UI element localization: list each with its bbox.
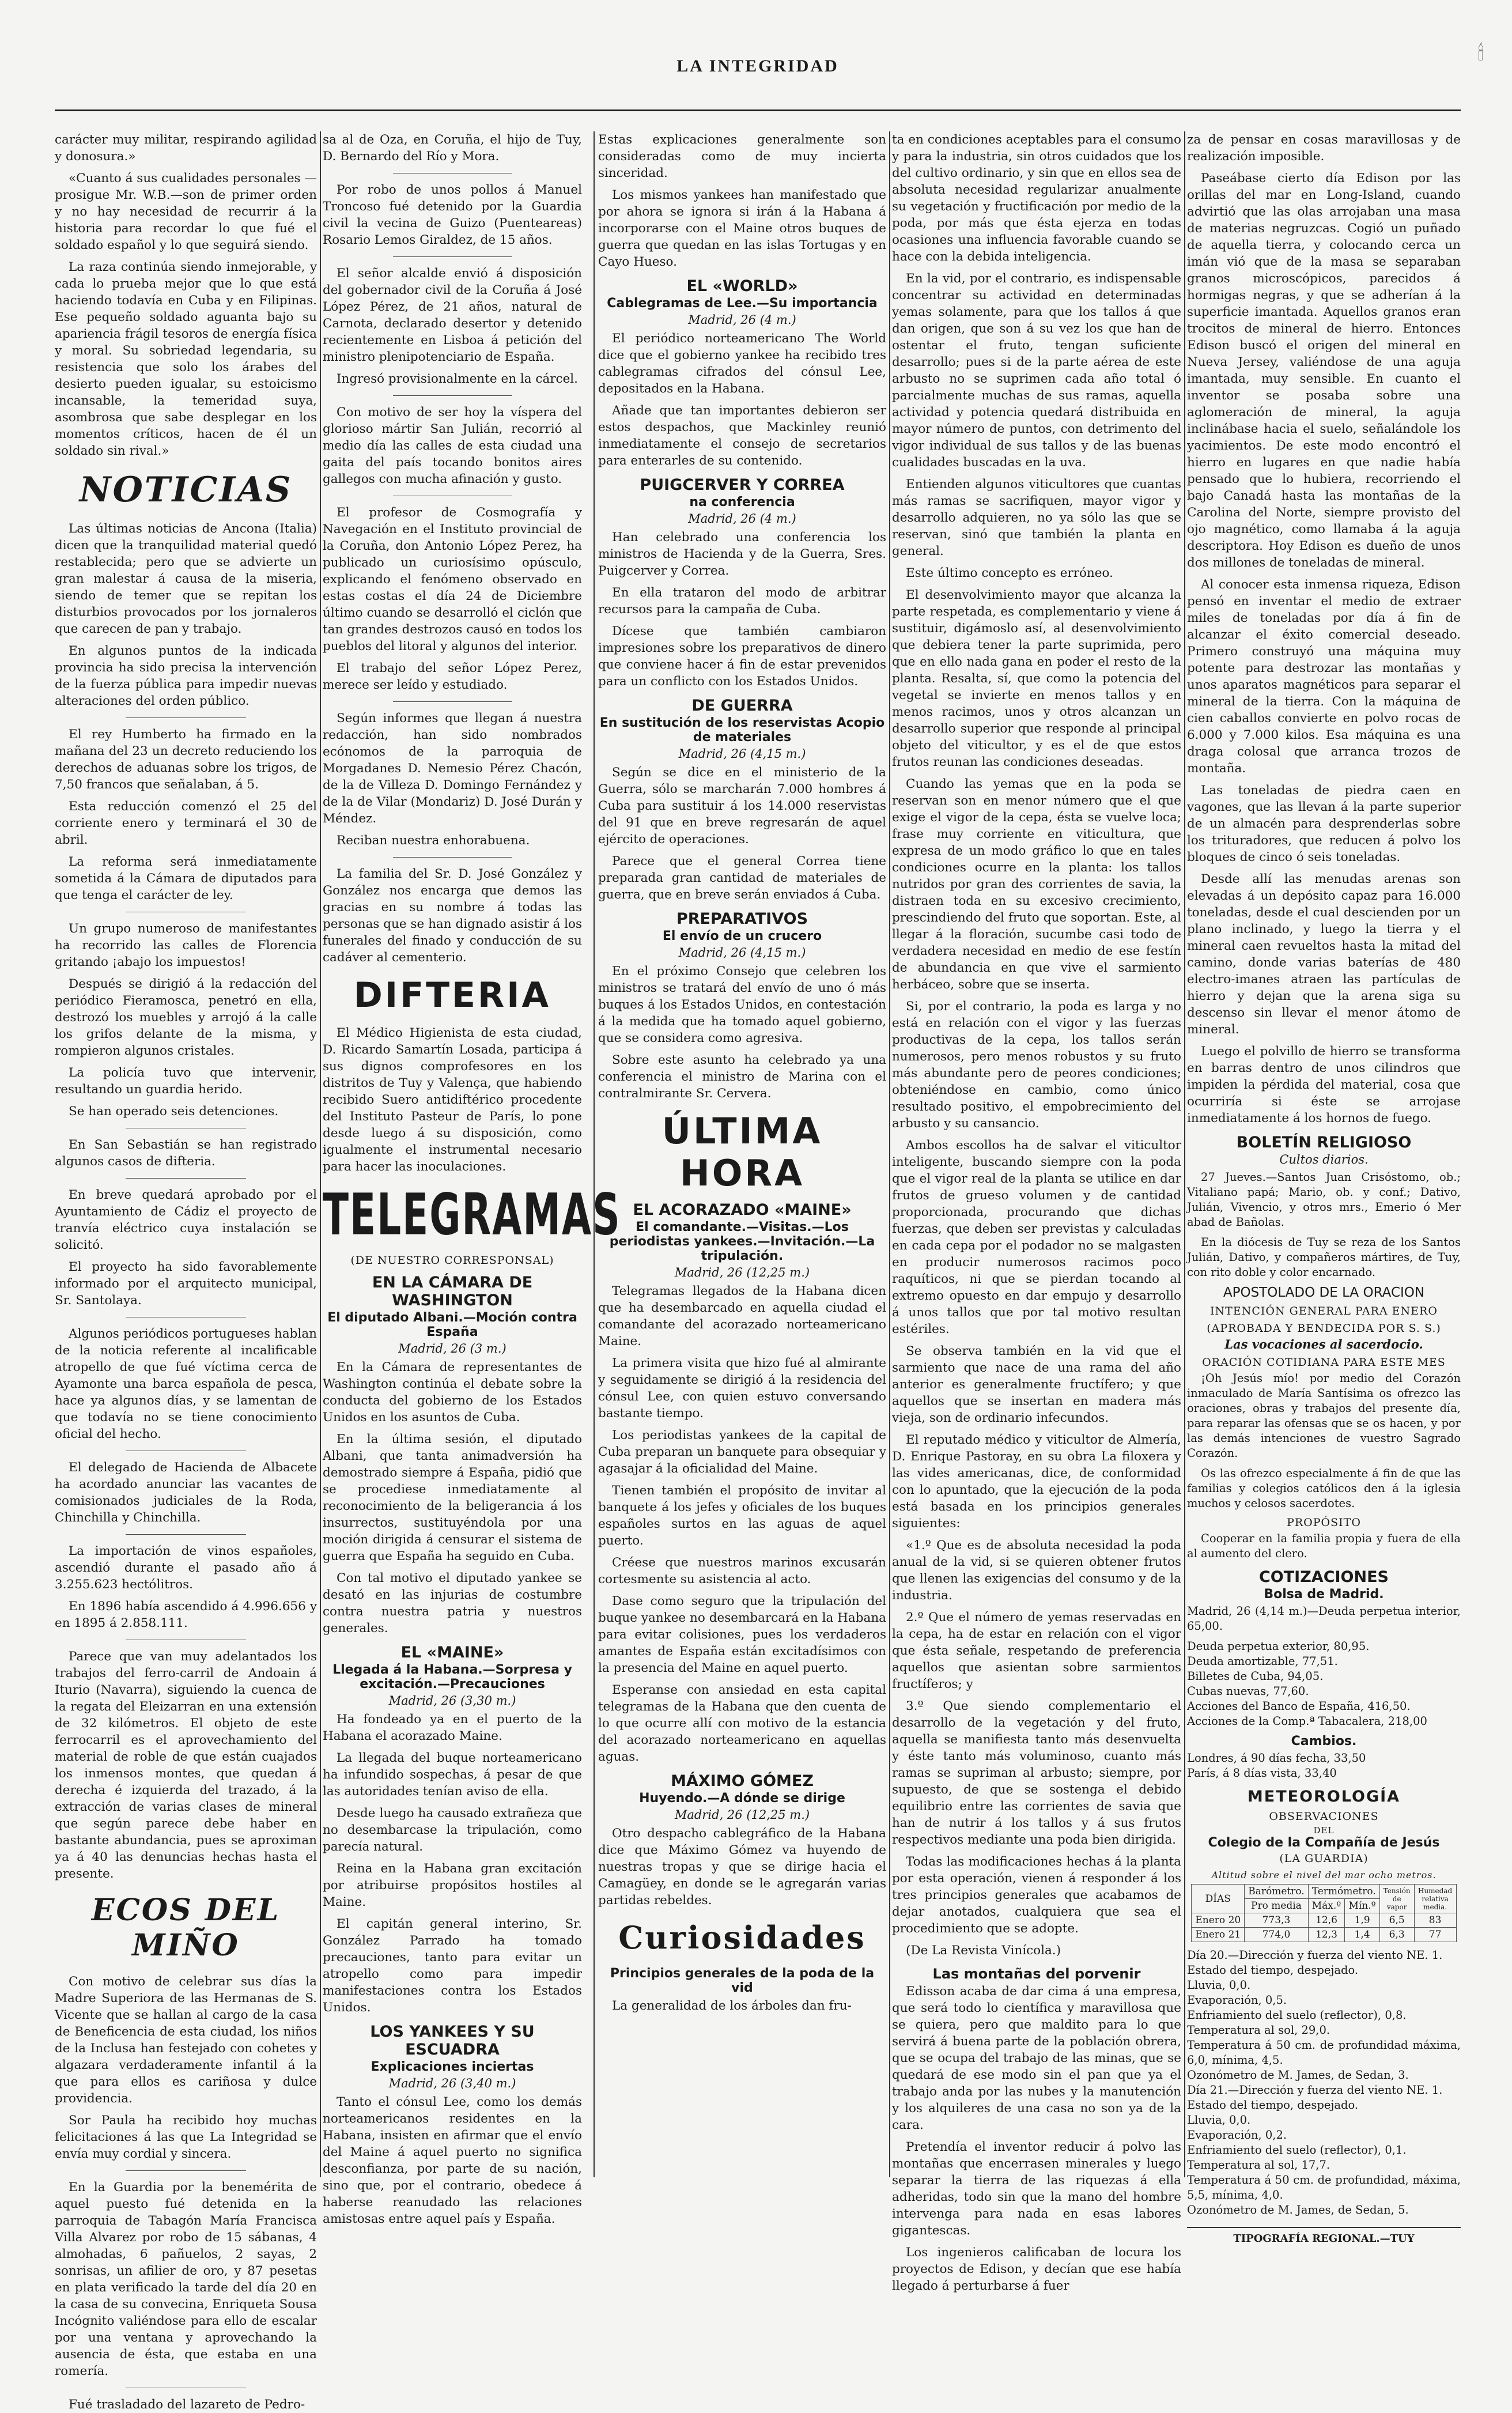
column-5 xyxy=(1187,131,1461,2245)
news-item: El delegado de Hacienda de Albacete ha acordado anunciar las vacantes de comisionados judiciales de la Roda, Chinchilla y Chinchilla. xyxy=(55,1460,317,1525)
news-item: En breve quedará aprobado por el Ayuntamiento de Cádiz el proyecto de tranvía eléctrico cuya instalación se solicitó. xyxy=(55,1188,317,1252)
article-paragraph: Los ingenieros calificaban de locura los proyectos de Edison, y decían que ese había llegado á perturbarse á fuer xyxy=(892,2245,1181,2293)
news-item: El capitán general interino, Sr. González Parrado ha tomado precauciones, tanto para evitar un atropello como para impedir manifestaciones contra los Estados Unidos. xyxy=(323,1917,582,2015)
newspaper-title: LA INTEGRIDAD xyxy=(676,56,839,75)
subheadline: Huyendo.—A dónde se dirige xyxy=(639,1791,845,1806)
weather-line: Ozonómetro de M. James, de Sedan, 3. xyxy=(1187,2068,1409,2082)
article-paragraph: Pretendía el inventor reducir á polvo las montañas que encerrasen minerales y luego separar la tierra de las riquezas á ella adheridas, todo sin que la mano del hombre intervenga para nada en esas labores gigantescas. xyxy=(892,2140,1181,2238)
article-paragraph: Entienden algunos viticultores que cuantas más ramas se sacrifiquen, mayor vigor y desarrollo adquieren, no ya sólo las que se reservan, sinó que también la planta en general. xyxy=(892,477,1181,558)
news-item: Parece que el general Correa tiene preparada gran cantidad de materiales de guerra, que en breve serán enviados á Cuba. xyxy=(598,854,886,902)
weather-line: Temperatura al sol, 29,0. xyxy=(1187,2023,1330,2037)
news-item: Después se dirigió á la redacción del periódico Fieramosca, penetró en ella, destrozó los muebles y arrojó á la calle los grifos delante de la misma, y rompieron algunos cristales. xyxy=(55,977,317,1058)
news-item: En la Cámara de representantes de Washington continúa el debate sobre la conducta del gobierno de los Estados Unidos en los asuntos de Cuba. xyxy=(323,1360,582,1425)
news-item: Según se dice en el ministerio de la Guerra, sólo se marcharán 7.000 hombres á Cuba para sustituir á los 14.000 reservistas del 91 que en breve regresarán de aquel ejército de operaciones. xyxy=(598,765,886,847)
column-3 xyxy=(598,131,886,2177)
table-cell: 83 xyxy=(1414,1913,1456,1928)
column-divider xyxy=(320,131,321,2177)
quote-line: Madrid, 26 (4,14 m.)—Deuda perpetua interior, 65,00. xyxy=(1187,1604,1461,1633)
news-item: El proyecto ha sido favorablemente informado por el arquitecto municipal, Sr. Santolaya. xyxy=(55,1260,317,1308)
news-item: El profesor de Cosmografía y Navegación en el Instituto provincial de la Coruña, don Antonio López Perez, ha publicado un curiosísimo opúsculo, explicando el fenómeno observado en estas costas el día 24 de Diciembre último cuando se desarrolló el ciclón que tan grandes destrozos causó en todos los pueblos del litoral y algunos del interior. xyxy=(323,505,582,654)
news-item: Añade que tan importantes debieron ser estos despachos, que Mackinley reunió inmediatamente el consejo de secretarios para enterarles de su contenido. xyxy=(598,403,886,468)
table-cell: 6,3 xyxy=(1379,1928,1414,1942)
news-item: Sor Paula ha recibido hoy muchas felicitaciones á las que La Integridad se envía muy cordial y sincera. xyxy=(55,2113,317,2161)
table-cell: 12,6 xyxy=(1308,1913,1345,1928)
news-item: En la Guardia por la benemérita de aquel puesto fué detenida en la parroquia de Tabagón María Francisca Villa Alvarez por robo de 15 sábanas, 4 almohadas, 6 pañuelos, 2 sayas, 2 sonrisas, un afilier de oro, y 87 pesetas en plata verificado la tarde del día 20 en la casa de su convecina, Enriqueta Sousa Incógnito valiéndose para ello de escalar por una ventana y aprovechando la ausencia de ésta, que estaba en una romería. xyxy=(55,2180,317,2378)
divider xyxy=(126,2170,246,2171)
headline: LOS YANKEES Y SU ESCUADRA xyxy=(370,2023,535,2059)
subheadline: El comandante.—Visitas.—Los periodistas yankees.—Invitación.—La tripulación. xyxy=(609,1220,875,1263)
exchange-line: París, á 8 días vista, 33,40 xyxy=(1187,1766,1337,1780)
news-item: El Médico Higienista de esta ciudad, D. Ricardo Samartín Losada, participa á sus dignos comprofesores en los distritos de Tuy y Valença, que habiendo recibido Suero antidiftérico procedente del Instituto Pasteur de París, lo pone desde luego á su disposición, como igualmente el instrumental necesario para hacer las inoculaciones. xyxy=(323,1026,582,1174)
subheadline: En sustitución de los reservistas Acopio de materiales xyxy=(599,716,885,745)
quote-line: Cubas nuevas, 77,60. xyxy=(1187,1685,1309,1698)
printer-imprint: TIPOGRAFÍA REGIONAL.—TUY xyxy=(1187,2227,1461,2245)
article-paragraph: En la vid, por el contrario, es indispensable concentrar su actividad en determinadas yemas solamente, para que los tallos á que dan origen, que son á su vez los que han de ostentar el fruto, tengan suficiente desarrollo; pues si de la parte aérea de este arbusto no se suprimen cada año total ó parcialmente muchas de sus ramas, aquella actividad y potencia quedará distribuida en mayor número de puntos, con detrimento del vigor individual de sus tallos y de las buenas cualidades buscadas en la uva. xyxy=(892,271,1181,470)
weather-line: Enfriamiento del suelo (reflector), 0,8. xyxy=(1187,2008,1407,2022)
subheadline: El diputado Albani.—Moción contra España xyxy=(327,1311,577,1339)
article-paragraph: Al conocer esta inmensa riqueza, Edison pensó en inventar el medio de extraer miles de toneladas por día á fin de alcanzar el éxito comercial deseado. Primero construyó una máquina muy potente para destrozar las montañas y unos aparatos magnéticos para separar el mineral de la tierra. Con la máquina de cien caballos convierte en polvo rocas de 6.000 y 7.000 kilos. Esa máquina es una draga colosal que arranca trozos de montaña. xyxy=(1187,577,1461,776)
table-cell: 12,3 xyxy=(1308,1928,1345,1942)
news-item: En algunos puntos de la indicada provincia ha sido precisa la intervención de la fuerza pública para impedir nuevas alteraciones del orden público. xyxy=(55,644,317,708)
news-item: Con tal motivo el diputado yankee se desató en las injurias de costumbre contra nuestra patria y nuestros generales. xyxy=(323,1571,582,1636)
headline: MÁXIMO GÓMEZ xyxy=(671,1772,814,1790)
article-paragraph: «1.º Que es de absoluta necesidad la poda anual de la vid, si se quieren obtener frutos que llenen las exigencias del consumo y de la industria. xyxy=(892,1538,1181,1603)
divider xyxy=(393,701,512,702)
weather-line: Lluvia, 0,0. xyxy=(1187,1978,1251,1992)
article-paragraph: carácter muy militar, respirando agilidad y donosura.» xyxy=(55,133,317,164)
quote-line: Billetes de Cuba, 94,05. xyxy=(1187,1670,1324,1683)
weather-table xyxy=(1191,1884,1456,1942)
subheadline: INTENCIÓN GENERAL PARA ENERO xyxy=(1210,1305,1438,1317)
candle-icon: 🕯 xyxy=(1477,41,1484,65)
weather-line: Temperatura al sol, 17,7. xyxy=(1187,2158,1330,2172)
table-header: Pro media xyxy=(1245,1899,1308,1913)
weather-line: Temperatura á 50 cm. de profundidad máxima, 6,0, mínima, 4,5. xyxy=(1187,2038,1461,2067)
headline: PUIGCERVER Y CORREA xyxy=(640,476,845,494)
column-1 xyxy=(55,131,317,2412)
news-item: En San Sebastián se han registrado algunos casos de difteria. xyxy=(55,1138,317,1169)
news-item: Algunos periódicos portugueses hablan de la noticia referente al incalificable atropello de que fué víctima cerca de Ayamonte una barca española de pesca, hace ya algunos días, y se lamentan de que todavía no se tiene conocimiento oficial del hecho. xyxy=(55,1327,317,1441)
table-cell: Enero 21 xyxy=(1192,1928,1245,1942)
article-paragraph: Paseábase cierto día Edison por las orillas del mar en Long-Island, cuando advirtió que las olas arrojaban una masa de materias negruzcas. Cogió un puñado de aquella tierra, y colocando cerca un imán vió que de la masa se separaban granos microscópicos, parecidos á hormigas negras, y que se adherían á la superficie imantada. Aquellos granos eran trocitos de mineral de hierro. Entonces Edison buscó el origen del mineral en Nueva Jersey, valiéndose de una aguja imantada, muy sensible. En cuanto el inventor se posaba sobre una aglomeración de mineral, la aguja inclinábase hacia el suelo, señalándole los yacimientos. De este modo encontró el hierro en lugares en que nadie había pensado que lo hubiera, recorriendo el bajo Canadá hasta las montañas de la Carolina del Norte, siempre provisto del ojo magnético, como llamaba á la aguja descriptora. Hoy Edison es dueño de unos dos millones de toneladas de mineral. xyxy=(1187,171,1461,570)
dateline: Madrid, 26 (4 m.) xyxy=(688,512,796,526)
article-paragraph: Ambos escollos ha de salvar el viticultor inteligente, buscando siempre con la poda que el vigor real de la planta se utilice en dar frutos de grueso volumen y de cantidad proporcionada, procurando que dichas fuerzas, que deben ser previstas y calculadas en cada cepa por el podador no se malgasten en producir numerosos racimos poco raquíticos, ni que se pierdan tocando al extremo opuesto en dar empujo y desarrollo á unos tallos que por tal motivo resultan estériles. xyxy=(892,1138,1181,1336)
news-item: La familia del Sr. D. José González y González nos encarga que demos las gracias en su nombre á todas las personas que se han dignado asistir á los funerales del finado y conducción de su cadáver al cementerio. xyxy=(323,867,582,965)
divider xyxy=(126,1534,246,1535)
news-item: La policía tuvo que intervenir, resultando un guardia herido. xyxy=(55,1066,317,1097)
news-item: Fué trasladado del lazareto de Pedro- xyxy=(69,2397,305,2412)
table-cell: 77 xyxy=(1414,1928,1456,1942)
headline: PREPARATIVOS xyxy=(676,910,808,928)
table-cell: 774,0 xyxy=(1245,1928,1308,1942)
weather-line: Ozonómetro de M. James, de Sedan, 5. xyxy=(1187,2203,1409,2216)
news-item: En ella trataron del modo de arbitrar recursos para la campaña de Cuba. xyxy=(598,586,886,617)
subheadline: DEL xyxy=(1313,1825,1335,1836)
table-cell: 773,3 xyxy=(1245,1913,1308,1928)
news-item: Un grupo numeroso de manifestantes ha recorrido las calles de Florencia gritando ¡abajo los impuestos! xyxy=(55,922,317,969)
section-title-boletin: BOLETÍN RELIGIOSO xyxy=(1236,1134,1412,1151)
news-item: Dase como seguro que la tripulación del buque yankee no desembarcará en la Habana para evitar colisiones, pues los verdaderos amantes de España están excitadísimos con la presencia del Maine en aquel puerto. xyxy=(598,1594,886,1675)
news-item: Los periodistas yankees de la capital de Cuba preparan un banquete para obsequiar y agasajar á la oficialidad del Maine. xyxy=(598,1428,886,1476)
weather-line: Temperatura á 50 cm. de profundidad, máxima, 5,5, mínima, 4,0. xyxy=(1187,2173,1461,2201)
table-row xyxy=(1192,1928,1456,1942)
exchange-line: Londres, á 90 días fecha, 33,50 xyxy=(1187,1751,1366,1765)
headline: EN LA CÁMARA DE WASHINGTON xyxy=(372,1274,533,1309)
column-4 xyxy=(892,131,1181,2293)
article-paragraph: Este último concepto es erróneo. xyxy=(906,566,1113,580)
quote-line: Deuda perpetua exterior, 80,95. xyxy=(1187,1640,1370,1653)
dateline: Madrid, 26 (4,15 m.) xyxy=(678,747,806,761)
weather-line: Enfriamiento del suelo (reflector), 0,1. xyxy=(1187,2143,1407,2157)
table-header: Mín.º xyxy=(1345,1899,1379,1913)
news-item: La llegada del buque norteamericano ha infundido sospechas, á pesar de que las autoridades tenían aviso de ella. xyxy=(323,1751,582,1799)
column-divider xyxy=(594,131,595,2177)
news-item: Parece que van muy adelantados los trabajos del ferro-carril de Andoain á Iturio (Navarra), siguiendo la cuenca de la regata del Eleizarran en una extensión de 32 kilómetros. El objeto de este ferrocarril es el aprovechamiento del material de roble de que están cuajados los inmensos montes, que quedan á derecha é izquierda del trazado, á la extracción de varias clases de mineral que según parece debe haber en bastante abundancia, pues se aproximan ya á 40 las denuncias hechas hasta el presente. xyxy=(55,1649,317,1881)
news-item: En la última sesión, el diputado Albani, que tanta animadversión ha demostrado siempre á España, pidió que se procediese inmediatamente al reconocimiento de la beligerancia á los insurrectos, sustituyéndola por una moción dirigida á censurar el sistema de guerra que España ha seguido en Cuba. xyxy=(323,1432,582,1564)
article-paragraph: La generalidad de los árboles dan fru- xyxy=(612,1999,852,2013)
dateline: Madrid, 26 (4 m.) xyxy=(688,313,796,327)
subheadline: Cablegramas de Lee.—Su importancia xyxy=(607,296,878,311)
subheadline: ORACIÓN COTIDIANA PARA ESTE MES xyxy=(1202,1356,1446,1369)
news-item: Los mismos yankees han manifestado que por ahora se ignora si irán á la Habana á incorporarse con el Maine otros buques de guerra que quedan en las islas Tortugas y en Cayo Hueso. xyxy=(598,188,886,269)
news-item: Desde luego ha causado extrañeza que no desembarcase la tripulación, como parecía natural. xyxy=(323,1806,582,1854)
weather-line: Estado del tiempo, despejado. xyxy=(1187,2098,1359,2112)
quote-line: Acciones del Banco de España, 416,50. xyxy=(1187,1700,1411,1713)
news-item: En 1896 había ascendido á 4.996.656 y en 1895 á 2.858.111. xyxy=(55,1599,317,1630)
news-item: Dícese que también cambiaron impresiones sobre los preparativos de dinero que conviene hacer á fin de estar prevenidos para un conflicto con los Estados Unidos. xyxy=(598,624,886,689)
headline: EL «WORLD» xyxy=(686,277,798,295)
prayer-text: ¡Oh Jesús mío! por medio del Corazón inmaculado de María Santísima os ofrezco las oraciones, obras y trabajos del presente día, para reparar las ofensas que se os hacen, y por las demás intenciones de vuestro Sagrado Corazón. xyxy=(1187,1372,1461,1460)
weather-line: Evaporación, 0,2. xyxy=(1187,2128,1287,2142)
article-paragraph: Edisson acaba de dar cima á una empresa, que será todo lo científica y maravillosa que se quiera, pero que maldito para lo que servirá á buena parte de la población obrera, que se ocupa del trabajo de las minas, que se quedará de ese modo sin el pan que ya el trabajo anda por las nubes y la manutención y los alquileres de una casa no son ya de la cara. xyxy=(892,1984,1181,2132)
subheadline: Altitud sobre el nivel del mar ocho metros. xyxy=(1211,1870,1437,1880)
article-paragraph: Se observa también en la vid que el sarmiento que nace de una rama del año anterior es generalmente fructífero; y que aquellos que se insertan en madera más vieja, son de ordinario infecundos. xyxy=(892,1344,1181,1425)
divider xyxy=(393,857,512,858)
weather-line: Estado del tiempo, despejado. xyxy=(1187,1963,1359,1977)
subheadline: PROPÓSITO xyxy=(1287,1516,1361,1529)
subheadline: (APROBADA Y BENDECIDA POR S. S.) xyxy=(1207,1322,1441,1335)
news-item: Ingresó provisionalmente en la cárcel. xyxy=(337,372,579,386)
weather-line: Evaporación, 0,5. xyxy=(1187,1993,1287,2007)
article-paragraph: Las toneladas de piedra caen en vagones, que las llevan á la parte superior de un almacén para desprenderlas sobre los trituradores, que reducen á polvo los bloques de cinco ó seis toneladas. xyxy=(1187,783,1461,864)
section-title-difteria: DIFTERIA xyxy=(354,975,551,1015)
news-item: El periódico norteamericano The World dice que el gobierno yankee ha recibido tres cablegramas cifrados del cónsul Lee, depositados en la Habana. xyxy=(598,331,886,396)
column-2 xyxy=(323,131,621,2226)
headline: EL «MAINE» xyxy=(400,1644,504,1661)
dateline: Madrid, 26 (3,30 m.) xyxy=(388,1694,516,1708)
subheadline: Explicaciones inciertas xyxy=(371,2060,534,2074)
quote-line: Deuda amortizable, 77,51. xyxy=(1187,1655,1338,1668)
article-paragraph: za de pensar en cosas maravillosas y de realización imposible. xyxy=(1187,133,1461,164)
saints-note: En la diócesis de Tuy se reza de los Santos Julián, Dativo, y compañeros mártires, de Tuy, con rito doble y color encarnado. xyxy=(1187,1236,1461,1279)
article-paragraph: 2.º Que el número de yemas reservadas en la cepa, ha de estar en relación con el vigor que ésta señale, respetando de preferencia aquellos que asientan sobre sarmientos fructíferos; y xyxy=(892,1610,1181,1691)
subheadline: na conferencia xyxy=(689,495,795,509)
news-item: Las últimas noticias de Ancona (Italia) dicen que la tranquilidad material quedó restablecida; pero que se advierte un gran malestar á causa de la miseria, siendo de temer que se repitan los disturbios provocados por los jornaleros que carecen de pan y trabajo. xyxy=(55,522,317,636)
article-paragraph: «Cuanto á sus cualidades personales —prosigue Mr. W.B.—son de primer orden y no hay necesidad de recurrir á la historia para recordar lo que fué el soldado español y lo que seguirá siendo. xyxy=(55,171,317,252)
table-cell: 1,4 xyxy=(1345,1928,1379,1942)
news-item: La reforma será inmediatamente sometida á la Cámara de diputados para que tenga el carácter de ley. xyxy=(55,855,317,902)
table-cell: 6,5 xyxy=(1379,1913,1414,1928)
headline: APOSTOLADO DE LA ORACION xyxy=(1223,1285,1425,1300)
subheadline: Cultos diarios. xyxy=(1279,1153,1369,1166)
dateline: Madrid, 26 (3 m.) xyxy=(398,1342,506,1355)
news-item: Con motivo de celebrar sus días la Madre Superiora de las Hermanas de S. Vicente que se hallan al cargo de la casa de Beneficencia de esta ciudad, los niños de la Inclusa han festejado con cohetes y algazara verdaderamente infantil á la que para ellos es cariñosa y dulce providencia. xyxy=(55,1974,317,2106)
subheadline: Principios generales de la poda de la vid xyxy=(610,1966,875,1995)
subheadline: OBSERVACIONES xyxy=(1269,1810,1379,1823)
column-divider xyxy=(1184,131,1185,2177)
news-item: Por robo de unos pollos á Manuel Troncoso fué detenido por la Guardia civil la vecina de Guizo (Puenteareas) Rosario Lemos Giraldez, de 15 años. xyxy=(323,183,582,247)
news-item: Telegramas llegados de la Habana dicen que ha desembarcado en aquella ciudad el comandante del acorazado norteamericano Maine. xyxy=(598,1284,886,1349)
page-header xyxy=(55,41,1484,114)
weather-line: Día 20.—Dirección y fuerza del viento NE. 1. xyxy=(1187,1948,1443,1962)
news-item: Esperanse con ansiedad en esta capital telegramas de la Habana que den cuenta de lo que ocurre allí con motivo de la estancia del acorazado norteamericano en aquellas aguas. xyxy=(598,1683,886,1764)
news-item: En el próximo Consejo que celebren los ministros se tratará del envío de uno ó más buques á los Estados Unidos, en contestación á la medida que ha tomado aquel gobierno, que se considera como agresiva. xyxy=(598,964,886,1045)
section-title-ecos: ECOS DEL MIÑO xyxy=(91,1893,281,1963)
section-title-meteorologia: METEOROLOGÍA xyxy=(1247,1788,1401,1806)
prayer-text: Cooperar en la familia propia y fuera de ella al aumento del clero. xyxy=(1187,1532,1461,1560)
article-paragraph: Si, por el contrario, la poda es larga y no está en relación con el vigor y las fuerzas productivas de la cepa, los tallos serán numerosos, pero menos robustos y su fruto más abundante pero de peores condiciones; obteniéndose en cambio, como único resultado positivo, el empobrecimiento del arbusto y su cansancio. xyxy=(892,999,1181,1131)
news-item: El señor alcalde envió á disposición del gobernador civil de la Coruña á José López Pérez, de 21 años, natural de Carnota, declarado desertor y detenido recientemente en Lisboa á petición del ministro plenipotenciario de España. xyxy=(323,266,582,364)
news-item: La primera visita que hizo fué al almirante y seguidamente se dirigió á la residencia del cónsul Lee, con quien estuvo conversando bastante tiempo. xyxy=(598,1356,886,1421)
section-title-noticias: NOTICIAS xyxy=(79,470,293,510)
news-item: Tanto el cónsul Lee, como los demás norteamericanos residentes en la Habana, insisten en afirmar que el envío del Maine á aquel puerto no significa desconfianza, por parte de su nación, sino que, por el contrario, obedece á haberse reanudado las relaciones amistosas entre aquel país y España. xyxy=(323,2095,582,2226)
news-item: Tienen también el propósito de invitar al banquete á los jefes y oficiales de los buques españoles surtos en las aguas de aquel puerto. xyxy=(598,1483,886,1548)
weather-line: Lluvia, 0,0. xyxy=(1187,2113,1251,2127)
correspondent-note: (DE NUESTRO CORRESPONSAL) xyxy=(350,1254,554,1267)
section-title-telegramas: TELEGRAMAS xyxy=(323,1181,621,1248)
table-header: Termómetro. xyxy=(1308,1885,1379,1899)
subheadline: (LA GUARDIA) xyxy=(1279,1852,1369,1865)
article-paragraph: Cuando las yemas que en la poda se reservan son en menor número que el que exige el vigor de la cepa, ésta se vuelve loca; frase muy corriente en viticultura, que expresa de un modo gráfico lo que en tales condiciones ocurre en la planta: los tallos nutridos por gran des corrientes de savia, la distraen toda en su excesivo crecimiento, prescindiendo del fruto que soportan. Este, al llegar á la floración, sucumbe casi todo de verdadera necesidad en medio de ese festín de abundancia en que vive el sarmiento herbáceo, sobre que se inserta. xyxy=(892,777,1181,992)
article-paragraph: El desenvolvimiento mayor que alcanza la parte respetada, es complementario y viene á sustituir, digámoslo así, al desenvolvimiento que debiera tener la parte suprimida, pero que en ello nada gana en poder el resto de la planta. Resalta, sí, que como la potencia del vegetal se invierte en menos tallos y en menos racimos, unos y otros alcanzan un desarrollo superior que responde al principal objeto del viticultor, y es el de que estos frutos reunan las condiciones deseadas. xyxy=(892,588,1181,769)
subheadline: Bolsa de Madrid. xyxy=(1264,1587,1384,1602)
section-title-cotizaciones: COTIZACIONES xyxy=(1258,1568,1389,1586)
dateline: Madrid, 26 (3,40 m.) xyxy=(388,2076,516,2090)
headline: EL ACORAZADO «MAINE» xyxy=(633,1201,852,1219)
dateline: Madrid, 26 (12,25 m.) xyxy=(674,1266,810,1279)
quote-line: Acciones de la Comp.ª Tabacalera, 218,00 xyxy=(1187,1715,1427,1728)
article-paragraph: Todas las modificaciones hechas á la planta por esta operación, vienen á responder á los tres principios generales que acabamos de dejar anotados, cualquiera que sea el procedimiento que se adopte. xyxy=(892,1855,1181,1936)
news-item: El rey Humberto ha firmado en la mañana del 23 un decreto reduciendo los derechos de aduanas sobre los trigos, de 7,50 francos que señalaban, á 5. xyxy=(55,727,317,792)
divider xyxy=(126,1178,246,1179)
dateline: Madrid, 26 (12,25 m.) xyxy=(674,1808,810,1822)
news-item: Reciban nuestra enhorabuena. xyxy=(337,833,530,848)
article-paragraph: La raza continúa siendo inmejorable, y cada lo prueba mejor que lo que está haciendo todavía en Cuba y en Filipinas. Ese pequeño soldado aguanta bajo su apariencia frágil tesoros de energía física y moral. Su sobriedad legendaria, su resistencia que solo los árabes del desierto pueden igualar, su estoicismo incansable, la temeridad suya, asombrosa que sabe desplegar en los momentos críticos, hacen de él un soldado sin rival.» xyxy=(55,260,317,458)
article-paragraph: Luego el polvillo de hierro se transforma en barras dentro de unos cilindros que impiden la pérdida del material, cosa que ocurriría si éste se arrojase inmediatamente á los hornos de fuego. xyxy=(1187,1044,1461,1126)
prayer-text: Os las ofrezco especialmente á fin de que las familias y colegios católicos den á la iglesia muchos y celosos sacerdotes. xyxy=(1187,1467,1461,1510)
subheadline: El envío de un crucero xyxy=(662,929,822,943)
table-header: DÍAS xyxy=(1192,1885,1245,1913)
column-divider xyxy=(889,131,890,2177)
article-paragraph: ta en condiciones aceptables para el consumo y para la industria, sin otros cuidados que los del cultivo ordinario, y sin que en ellos sea de absoluta necesidad regularizar anualmente su vegetación y fructificación por medio de la poda, por más que ésta ejerza en todas ocasiones una influencia favorable cuando se hace con la debida inteligencia. xyxy=(892,133,1181,264)
headline: DE GUERRA xyxy=(691,697,793,715)
news-item: La importación de vinos españoles, ascendió durante el pasado año á 3.255.623 hectólitros. xyxy=(55,1544,317,1592)
table-cell: 1,9 xyxy=(1345,1913,1379,1928)
table-row xyxy=(1192,1913,1456,1928)
news-item: Estas explicaciones generalmente son consideradas como de muy incierta sinceridad. xyxy=(598,133,886,180)
table-header: Humedad relativa media. xyxy=(1414,1885,1456,1913)
news-item: Han celebrado una conferencia los ministros de Hacienda y de la Guerra, Sres. Puigcerver y Correa. xyxy=(598,530,886,578)
news-item: Reina en la Habana gran excitación por atribuirse propósitos hostiles al Maine. xyxy=(323,1861,582,1909)
section-title-ultima-hora: ÚLTIMA HORA xyxy=(662,1110,823,1194)
news-item: Se han operado seis detenciones. xyxy=(69,1104,279,1119)
table-cell: Enero 20 xyxy=(1192,1913,1245,1928)
news-item: Con motivo de ser hoy la víspera del glorioso mártir San Julián, recorrió al medio día las calles de esta ciudad una gaita del país tocando bonitos aires gallegos con mucha afinación y gusto. xyxy=(323,405,582,486)
article-paragraph: Desde allí las menudas arenas son elevadas á un depósito capaz para 16.000 toneladas, desde el cual descienden por un plano inclinado, y luego la tierra y el mineral caen revueltos hasta la mitad del camino, donde varias baterías de 480 electro-imanes atraen las partículas de hierro y dejan que la arena siga su descenso sin llevar el menor átomo de mineral. xyxy=(1187,872,1461,1037)
table-header: Barómetro. xyxy=(1245,1885,1308,1899)
news-item: Sobre este asunto ha celebrado ya una conferencia el ministro de Marina con el contralmirante Sr. Cervera. xyxy=(598,1053,886,1101)
news-item: sa al de Oza, en Coruña, el hijo de Tuy, D. Bernardo del Río y Mora. xyxy=(323,133,582,164)
subheadline: Llegada á la Habana.—Sorpresa y excitación.—Precauciones xyxy=(332,1663,572,1691)
subheadline: Colegio de la Compañía de Jesús xyxy=(1208,1836,1440,1850)
headline: Las montañas del porvenir xyxy=(932,1966,1141,1982)
weather-line: Día 21.—Dirección y fuerza del viento NE. 1. xyxy=(1187,2083,1443,2097)
article-paragraph: El reputado médico y viticultor de Almería, D. Enrique Pastoray, en su obra La filoxera y las vides americanas, dice, de conformidad con lo apuntado, que la ejecución de la poda está basada en los principios generales siguientes: xyxy=(892,1433,1181,1531)
subheadline: Las vocaciones al sacerdocio. xyxy=(1224,1337,1423,1351)
table-header: Tensión de vapor xyxy=(1379,1885,1414,1913)
news-item: Esta reducción comenzó el 25 del corriente enero y terminará el 30 de abril. xyxy=(55,799,317,847)
divider xyxy=(393,395,512,396)
section-title-curiosidades: Curiosidades xyxy=(618,1919,866,1956)
article-paragraph: 3.º Que siendo complementario el desarrollo de la vegetación y del fruto, aquella se manifiesta tanto más desenvuelta y éste tanto más voluminoso, cuanto más ramas se supriman al arbusto; siempre, por supuesto, de que se sostenga el debido equilibrio entre las corrientes de savia que han de nutrir á los tallos y á sus frutos respectivos mediante una poda bien dirigida. xyxy=(892,1699,1181,1847)
news-item: El trabajo del señor López Perez, merece ser leído y estudiado. xyxy=(323,661,582,692)
divider xyxy=(393,256,512,257)
table-header: Máx.º xyxy=(1308,1899,1345,1913)
dateline: Madrid, 26 (4,15 m.) xyxy=(678,946,806,960)
article-source: (De La Revista Vinícola.) xyxy=(906,1943,1061,1958)
news-item: Otro despacho cablegráfico de la Habana dice que Máximo Gómez va huyendo de nuestras tropas y que se dirige hacia el Camagüey, en donde se le agregarán varias partidas rebeldes. xyxy=(598,1826,886,1908)
news-item: Según informes que llegan á nuestra redacción, han sido nombrados ecónomos de la parroquia de Morgadanes D. Nemesio Pérez Chacón, de la de Villeza D. Domingo Fernández y de la de Vilar (Mondariz) D. José Durán y Méndez. xyxy=(323,711,582,826)
subheadline: Cambios. xyxy=(1291,1734,1357,1749)
news-item: Ha fondeado ya en el puerto de la Habana el acorazado Maine. xyxy=(323,1712,582,1743)
saints-list: 27 Jueves.—Santos Juan Crisóstomo, ob.; Vitaliano papá; Mario, ob. y conf.; Dativo, Julián, Vivencio, y otros mrs., Emerio ó Mer abad de Bañolas. xyxy=(1187,1170,1461,1229)
news-item: Créese que nuestros marinos excusarán cortesmente su asistencia al acto. xyxy=(598,1555,886,1587)
header-rule xyxy=(55,109,1461,111)
